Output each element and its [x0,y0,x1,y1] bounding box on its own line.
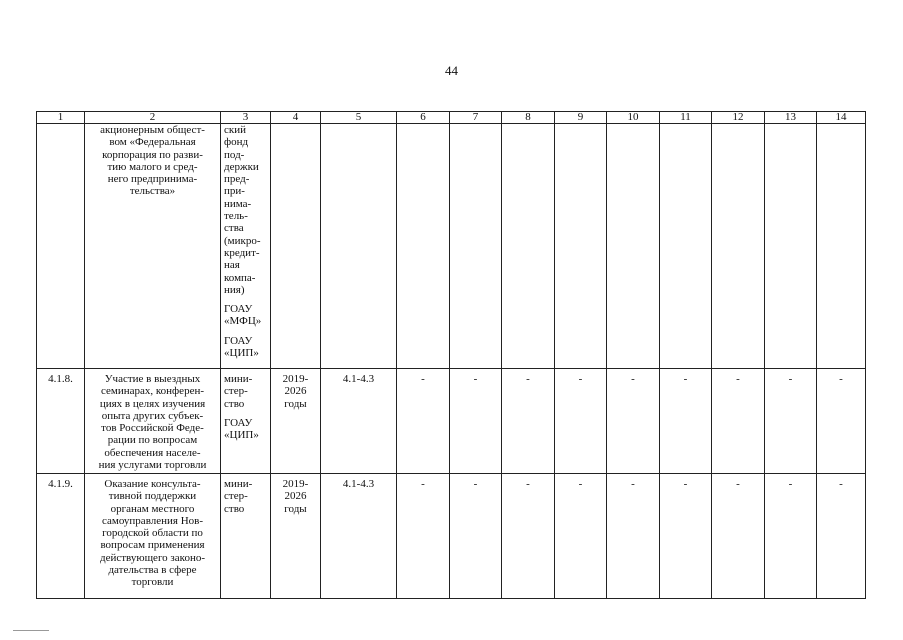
column-header-4: 4 [271,112,321,124]
executors-cell [221,124,271,369]
period-cell: 2019- 2026 годы [271,369,321,474]
footer-rule [13,630,49,631]
period-cell: 2019- 2026 годы [271,474,321,599]
value-cell-8: - [502,474,555,599]
value-cell-7: - [450,474,502,599]
executor: ГОАУ «ЦИП» [224,416,259,442]
column-header-5: 5 [321,112,397,124]
table-row [37,369,866,474]
executor: ГОАУ «МФЦ» [224,303,262,328]
row-number [37,124,85,369]
value-cell-13: - [765,369,817,474]
value-cell-8 [502,124,555,369]
executor: ский фонд под- держки пред- при- нима- тель- ства (микро- кредит- ная компа- ния) [224,124,261,296]
data-table [36,111,866,599]
column-header-2: 2 [85,112,221,124]
value-cell-9: - [555,369,607,474]
column-header-1: 1 [37,112,85,124]
value-cell-10: - [607,474,660,599]
column-header-12: 12 [712,112,765,124]
executors-cell [221,474,271,599]
activity-description: Оказание консульта- тивной поддержки органам местного самоуправления Нов- городской области по вопросам применения действующего законо- дательства в сфере торговли [85,474,221,599]
value-cell-14: - [817,474,866,599]
row-number: 4.1.9. [37,474,85,599]
column-header-10: 10 [607,112,660,124]
value-cell-11: - [660,369,712,474]
column-header-7: 7 [450,112,502,124]
value-cell-10: - [607,369,660,474]
value-cell-11 [660,124,712,369]
value-cell-14: - [817,369,866,474]
value-cell-13: - [765,474,817,599]
period-cell [271,124,321,369]
value-cell-6: - [397,474,450,599]
executor: мини- стер- ство [224,478,253,515]
value-cell-11: - [660,474,712,599]
column-header-9: 9 [555,112,607,124]
value-cell-13 [765,124,817,369]
column-header-11: 11 [660,112,712,124]
executors-cell [221,369,271,474]
executor: мини- стер- ство [224,373,253,410]
value-cell-6 [397,124,450,369]
column-header-3: 3 [221,112,271,124]
value-cell-7 [450,124,502,369]
indicator-link-cell [321,124,397,369]
row-number: 4.1.8. [37,369,85,474]
column-header-6: 6 [397,112,450,124]
value-cell-10 [607,124,660,369]
indicator-link-cell: 4.1-4.3 [321,474,397,599]
value-cell-12 [712,124,765,369]
value-cell-12: - [712,474,765,599]
activity-description: акционерным общест- вом «Федеральная корпорация по разви- тию малого и сред- него предпринима- тельства» [85,124,221,369]
value-cell-12: - [712,369,765,474]
value-cell-8: - [502,369,555,474]
activity-description: Участие в выездных семинарах, конферен- циях в целях изучения опыта других субъек- тов Российской Феде- рации по вопросам обеспечения населе- ния услугами торговли [85,369,221,474]
column-header-13: 13 [765,112,817,124]
table-row [37,474,866,599]
value-cell-7: - [450,369,502,474]
table-row [37,124,866,369]
indicator-link-cell: 4.1-4.3 [321,369,397,474]
column-header-14: 14 [817,112,866,124]
value-cell-9: - [555,474,607,599]
value-cell-9 [555,124,607,369]
column-header-8: 8 [502,112,555,124]
executor: ГОАУ «ЦИП» [224,334,259,360]
page-number: 44 [445,63,458,78]
value-cell-6: - [397,369,450,474]
value-cell-14 [817,124,866,369]
header-row [37,112,866,124]
